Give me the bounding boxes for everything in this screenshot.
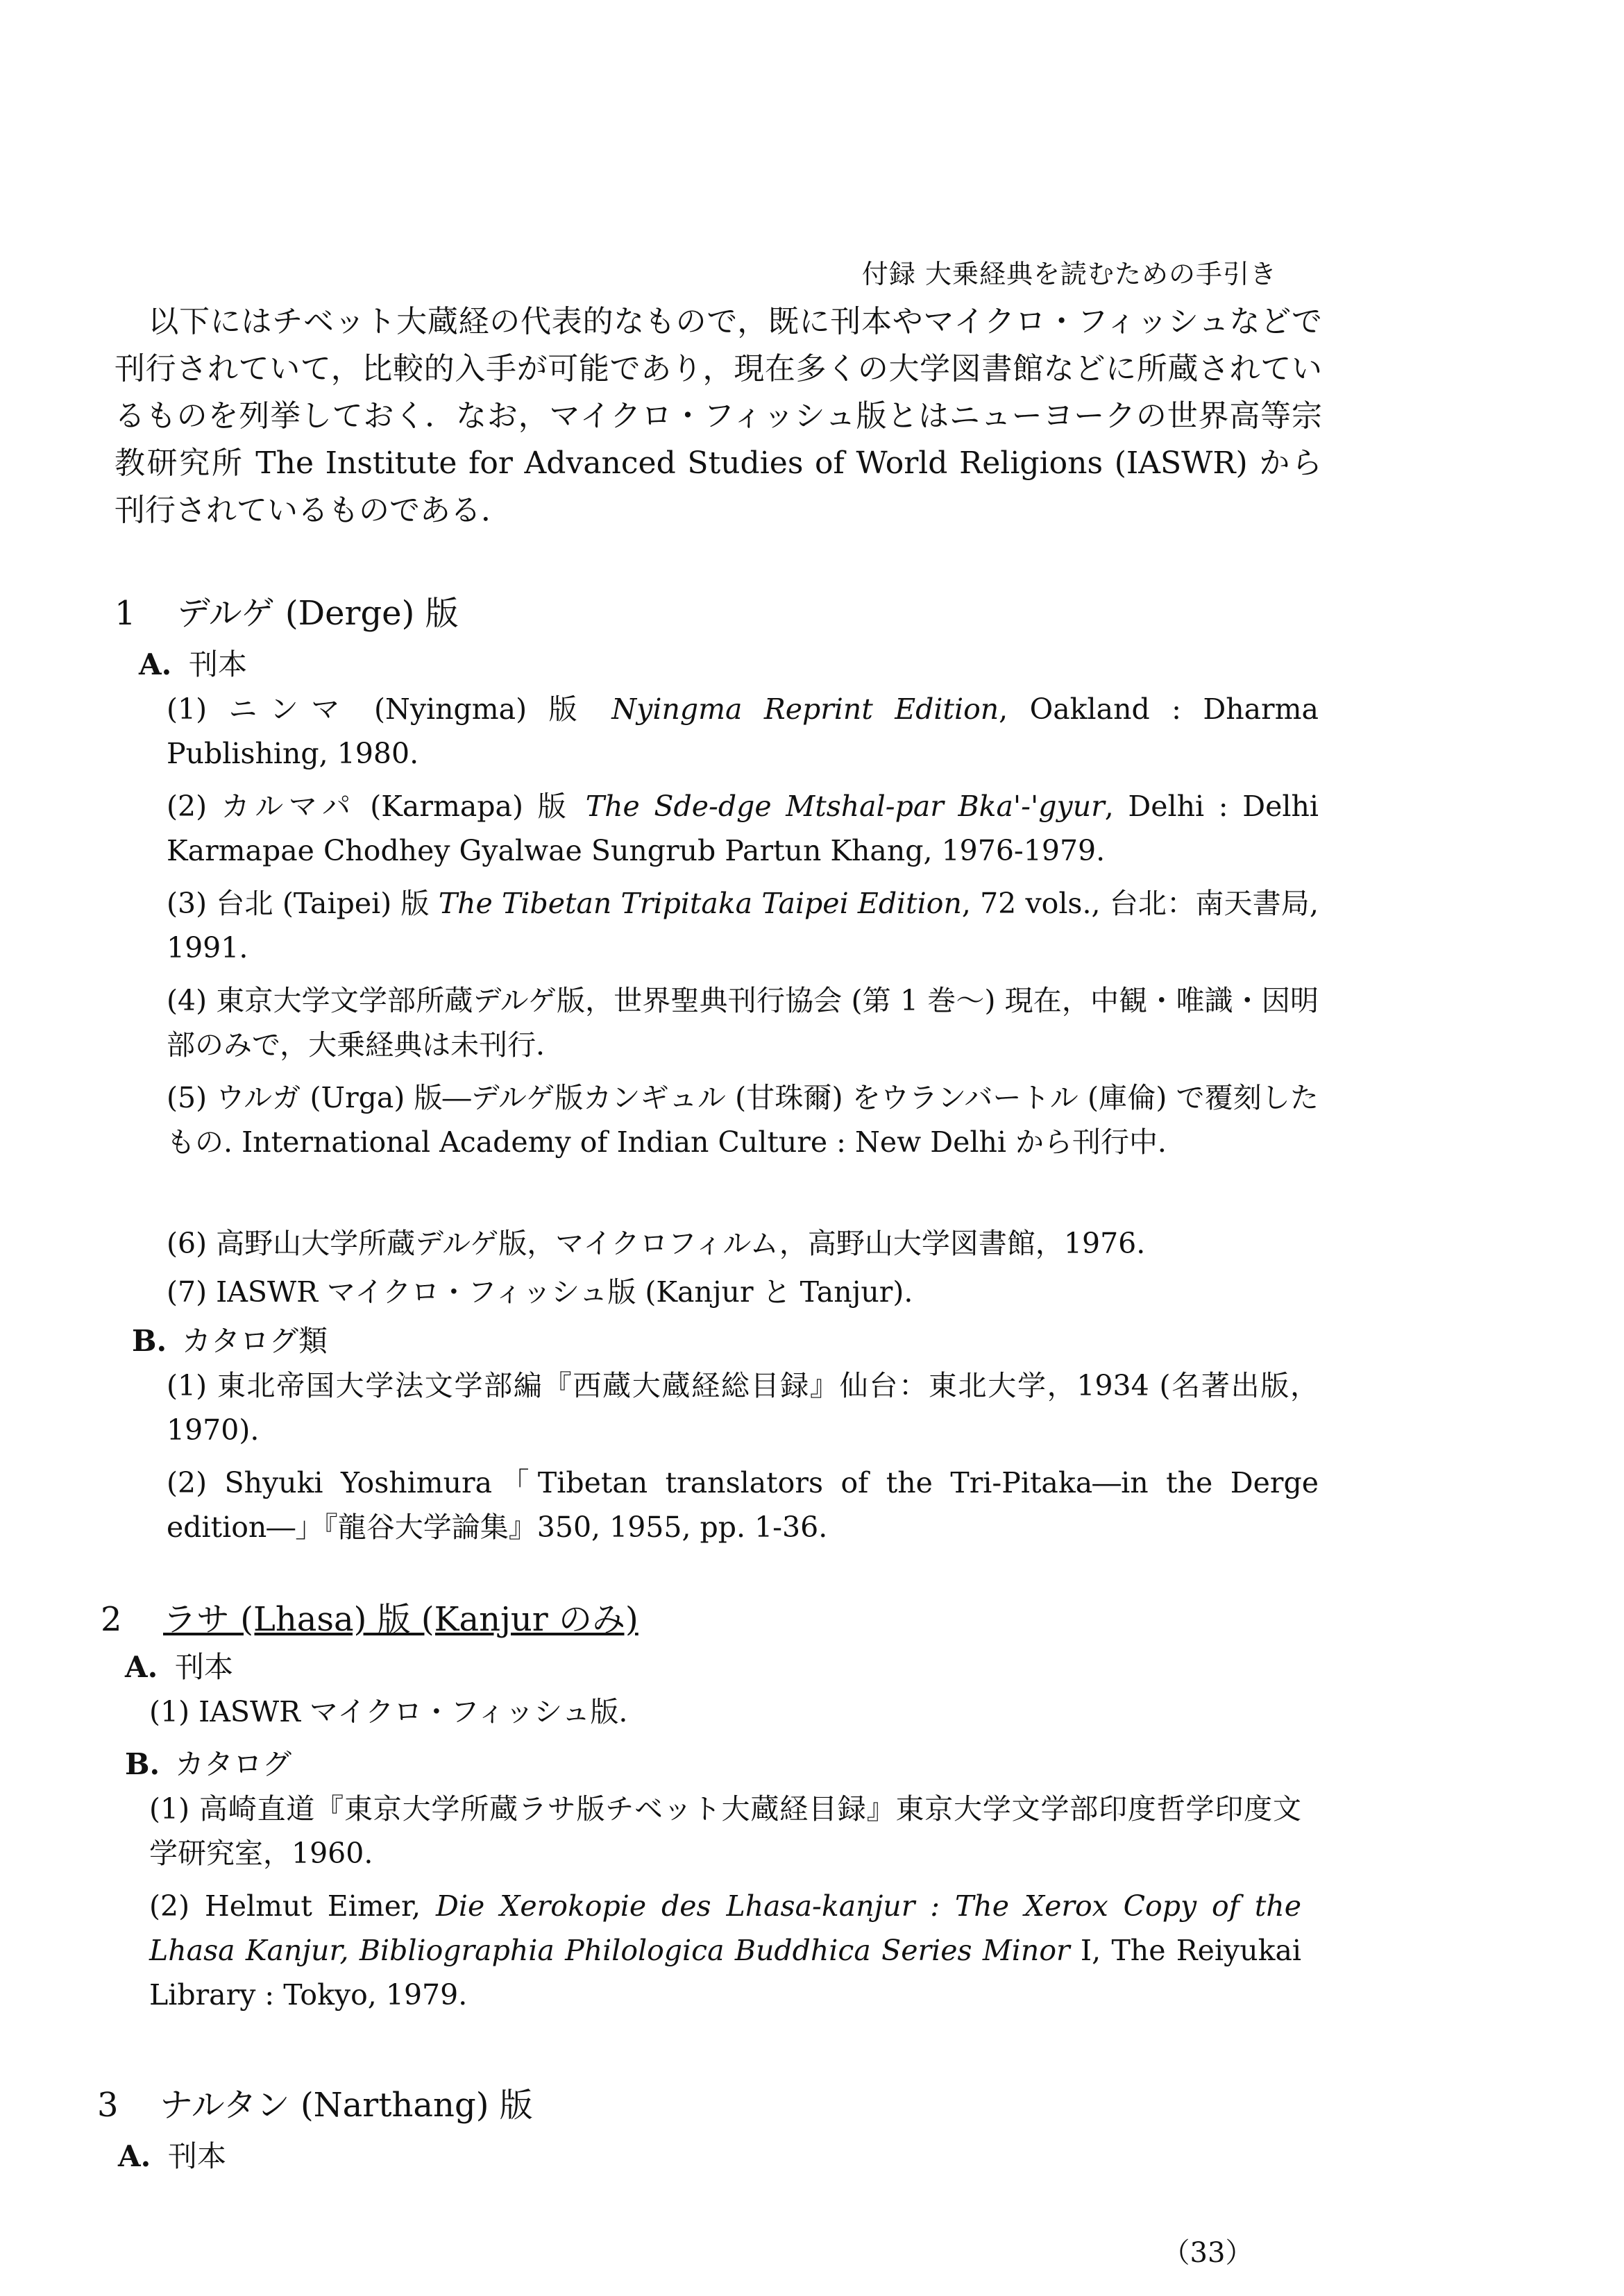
intro-paragraph: 以下にはチベット大蔵経の代表的なもので，既に刊本やマイクロ・フィッシュなどで刊行されていて，比較的入手が可能であり，現在多くの大学図書館などに所蔵されているものを列挙しておく．なお，マイクロ・フィッシュ版とはニューヨークの世界高等宗教研究所 The Institute for Advanced Studies of World Religions (IASWR) から刊行されているものである． [115,304,1322,528]
section-1-sub-b [132,1318,328,1360]
sub-heading: カタログ [175,1747,292,1781]
section-heading: ラサ (Lhasa) 版 (Kanjur のみ) [163,1600,638,1639]
section-1-sub-a [139,642,247,683]
entry-number: (1) [149,1695,190,1728]
sub-heading: 刊本 [175,1650,234,1684]
entry-1a-1 [167,687,1319,776]
section-heading: ナルタン (Narthang) 版 [160,2086,533,2125]
entry-text: 高野山大学所蔵デルゲ版，マイクロフィルム，高野山大学図書館，1976. [216,1227,1146,1260]
entry-text: IASWR マイクロ・フィッシュ版. [198,1695,628,1728]
running-header: 付録 大乗経典を読むための手引き [861,259,1277,289]
section-number: 3 [97,2086,119,2125]
entry-2b-2 [149,1884,1301,2017]
entry-text-post: I, The Reiyukai Library : Tokyo, 1979. [149,1934,1301,2012]
sub-label: B. [132,1324,167,1358]
entry-number: (5) [167,1081,208,1114]
entry-1a-3 [167,881,1319,970]
entry-number: (1) [167,1369,208,1402]
sub-heading: 刊本 [168,2139,227,2173]
entry-2b-1 [149,1787,1301,1876]
entry-number: (4) [167,984,208,1017]
section-number: 1 [115,594,136,633]
section-heading: デルゲ (Derge) 版 [177,594,459,633]
section-3-sub-a [118,2134,226,2175]
entry-1a-2 [167,784,1319,873]
sub-heading: カタログ類 [182,1324,328,1358]
entry-number: (1) [167,692,208,726]
entry-text-post: , Oakland : Dharma Publishing, 1980. [167,692,1319,770]
section-1-title [115,586,459,634]
entry-text: IASWR マイクロ・フィッシュ版 (Kanjur と Tanjur). [216,1275,913,1309]
entry-text: Helmut Eimer, [205,1889,437,1923]
entry-number: (6) [167,1227,208,1260]
entry-text: Shyuki Yoshimura「Tibetan translators of the Tri-Pitaka―in the Derge edition―」『龍谷大学論集』350, 1955, pp. 1-36. [167,1466,1319,1544]
sub-label: A. [118,2139,151,2173]
sub-label: A. [139,647,172,681]
sub-heading: 刊本 [189,647,248,681]
entry-title: Nyingma Reprint Edition [611,692,999,726]
entry-text: ニンマ (Nyingma) 版 [228,692,612,726]
entry-text: ウルガ (Urga) 版―デルゲ版カンギュル (甘珠爾) をウランバートル (庫倫) で覆刻したもの. International Academy of Indian Culture : New Delhi から刊行中． [167,1081,1319,1159]
entry-number: (3) [167,887,208,920]
entry-text: カルマパ (Karmapa) 版 [221,790,586,823]
entry-number: (1) [149,1792,190,1826]
entry-1b-2 [167,1461,1319,1549]
entry-title: Die Xerokopie des Lhasa-kanjur : The Xerox Copy of the Lhasa Kanjur, Bibliographia Philologica Buddhica Series Minor [149,1889,1301,1967]
entry-text-post: , Delhi : Delhi Karmapae Chodhey Gyalwae Sungrub Partun Khang, 1976-1979. [167,790,1319,867]
entry-2a-1 [149,1690,1301,1734]
entry-text: 台北 (Taipei) 版 [216,887,439,920]
entry-1a-5 [167,1075,1319,1164]
entry-1a-4 [167,978,1319,1067]
entry-1b-1 [167,1363,1319,1452]
section-3-title [97,2078,533,2126]
sub-label: A. [125,1650,158,1684]
entry-number: (2) [167,1466,208,1499]
entry-1a-6 [167,1221,1319,1266]
page-number: （33） [1162,2237,1253,2269]
entry-1a-7 [167,1270,1319,1314]
section-2-title [101,1592,638,1640]
section-2-sub-a [125,1644,233,1686]
entry-text: 高崎直道『東京大学所蔵ラサ版チベット大蔵経目録』東京大学文学部印度哲学印度文学研究室，1960. [149,1792,1301,1870]
entry-text: 東北帝国大学法文学部編『西蔵大蔵経総目録』仙台：東北大学，1934 (名著出版，1970). [167,1369,1319,1447]
section-number: 2 [101,1600,122,1639]
entry-text: 東京大学文学部所蔵デルゲ版，世界聖典刊行協会 (第 1 巻～) 現在，中観・唯識・因明部のみで，大乗経典は未刊行． [167,984,1319,1062]
entry-number: (7) [167,1275,208,1309]
section-2-sub-b [125,1742,291,1783]
entry-title: The Tibetan Tripitaka Taipei Edition [438,887,962,920]
entry-text-post: , 72 vols., 台北：南天書局, 1991. [167,887,1319,964]
entry-number: (2) [149,1889,190,1923]
entry-title: The Sde-dge Mtshal-par Bka'-'gyur [585,790,1105,823]
entry-number: (2) [167,790,208,823]
sub-label: B. [125,1747,160,1781]
